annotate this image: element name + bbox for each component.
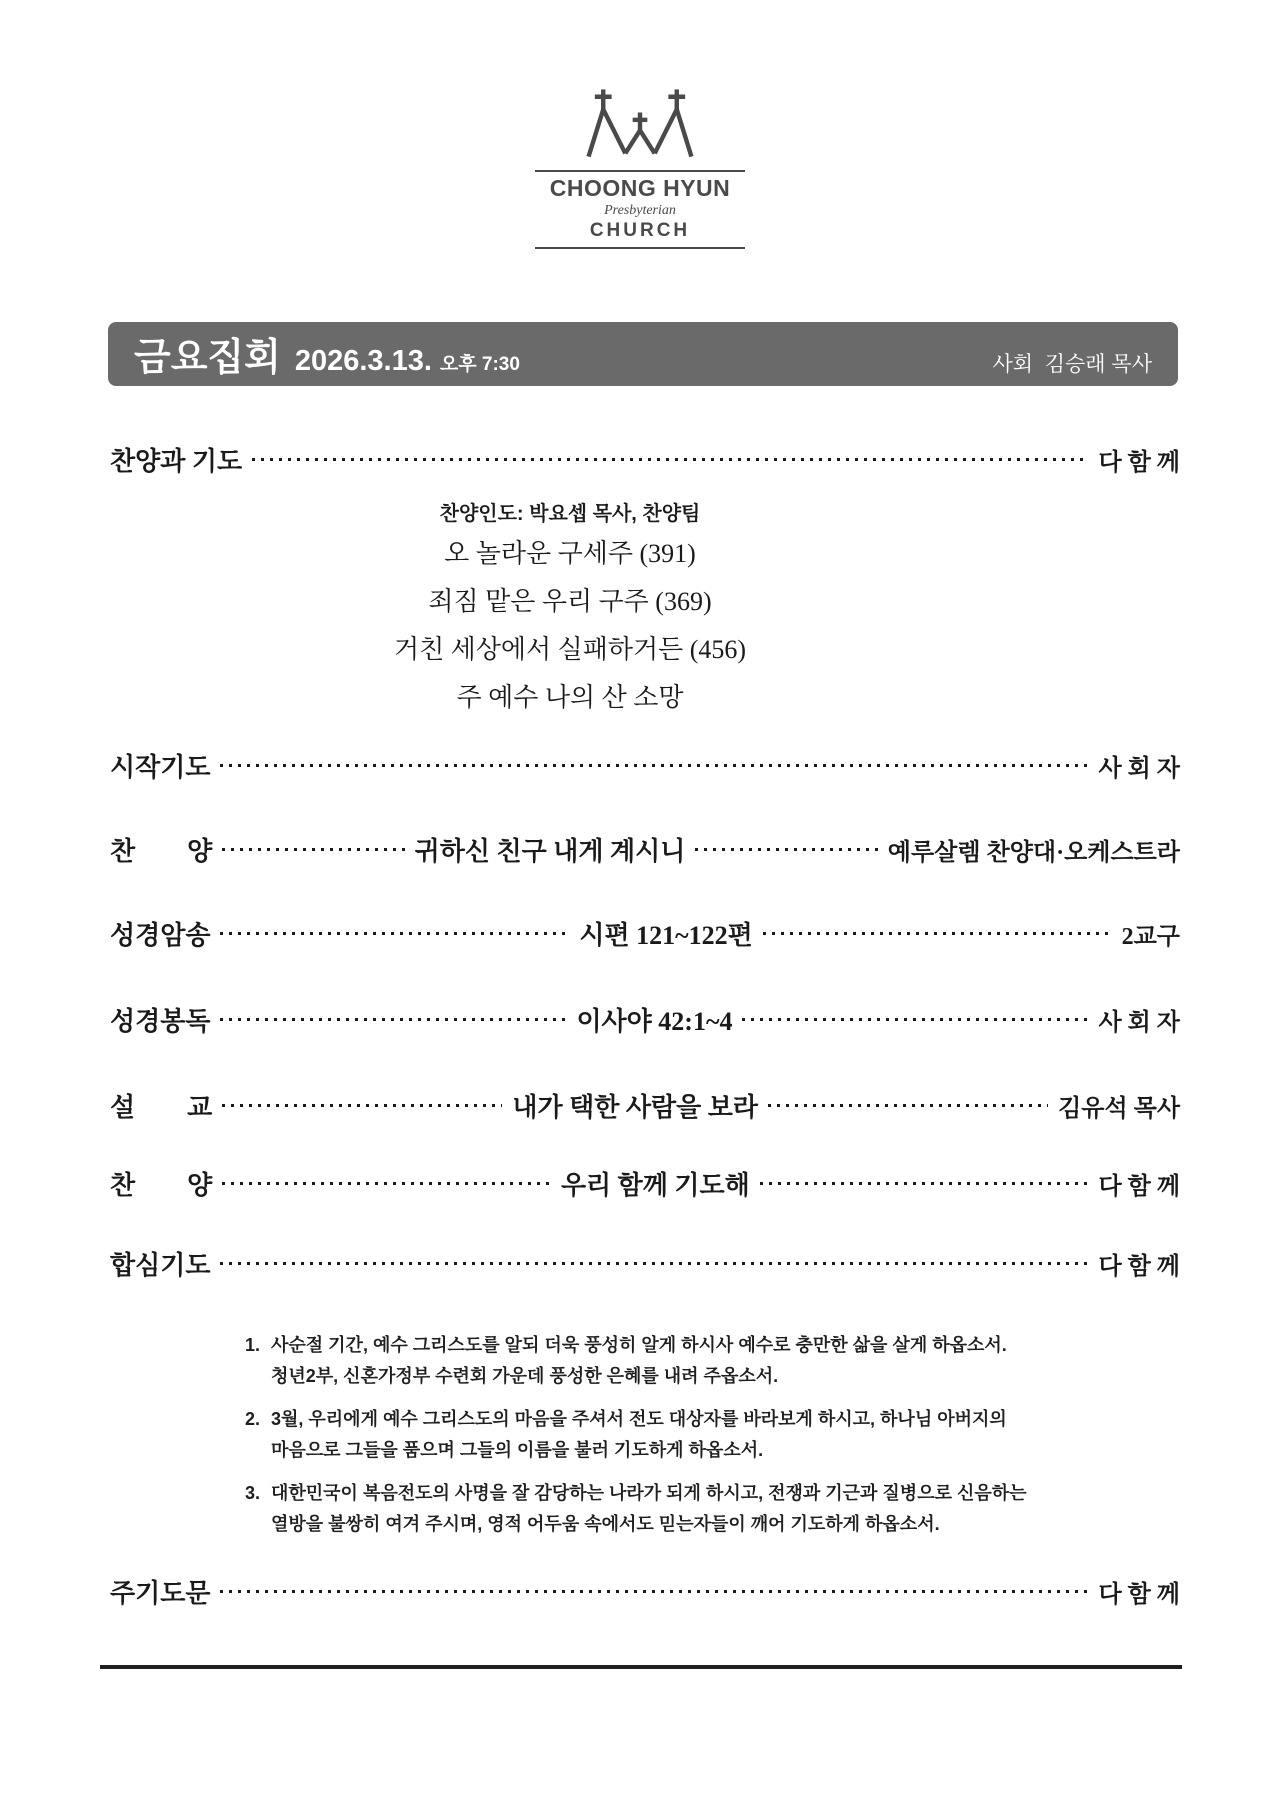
row-sermon-title: 내가 택한 사람을 보라 <box>512 1092 758 1122</box>
row-performer: 사 회 자 <box>1098 1009 1180 1036</box>
topic-line: 마음으로 그들을 품으며 그들의 이름을 불러 기도하게 하옵소서. <box>271 1440 764 1460</box>
song-item: 거친 세상에서 실패하거든 (456) <box>393 635 747 664</box>
row-label: 주기도문 <box>110 1578 211 1608</box>
prayer-topic <box>245 1478 1220 1540</box>
service-title: 금요집회 <box>134 337 281 379</box>
praise-leader-note: 찬양인도: 박요셉 목사, 찬양팀 <box>439 503 701 525</box>
denomination-label: Presbyterian <box>604 203 676 218</box>
dotted-leader <box>222 1104 502 1107</box>
row-performer: 다 함 께 <box>1098 1253 1180 1280</box>
church-logo <box>535 84 745 249</box>
topic-line: 사순절 기간, 예수 그리스도를 알되 더욱 풍성히 알게 하시사 예수로 충만한 삶을 살게 하옵소서. <box>271 1335 1007 1355</box>
topic-line: 3월, 우리에게 예수 그리스도의 마음을 주셔서 전도 대상자를 바라보게 하시고, 하나님 아버지의 <box>271 1409 1007 1429</box>
dotted-leader <box>220 1262 1088 1265</box>
topic-number: 2. <box>245 1409 261 1429</box>
prayer-topic <box>245 1404 1220 1466</box>
service-moderator: 사회 김승래 목사 <box>992 353 1152 376</box>
row-label: 합심기도 <box>110 1250 211 1280</box>
prayer-topic-list <box>245 1330 1220 1552</box>
row-opening-prayer <box>110 746 1180 784</box>
dotted-leader <box>760 1182 1089 1185</box>
dotted-leader <box>220 1018 566 1021</box>
row-performer: 다 함 께 <box>1098 1581 1180 1608</box>
row-praise-and-prayer <box>110 440 1180 478</box>
praise-song-list <box>110 530 1030 722</box>
row-performer: 예루살렘 찬양대·오케스트라 <box>887 839 1180 866</box>
dotted-leader <box>763 932 1112 935</box>
dotted-leader <box>768 1104 1048 1107</box>
row-piece-title: 귀하신 친구 내게 계시니 <box>414 836 686 866</box>
dotted-leader <box>252 458 1088 461</box>
dotted-leader <box>220 1590 1088 1593</box>
dotted-leader <box>222 1182 551 1185</box>
dotted-leader <box>695 848 877 851</box>
row-label: 시작기도 <box>110 752 211 782</box>
row-passage: 이사야 42:1~4 <box>576 1006 733 1036</box>
row-label: 찬양과 기도 <box>110 446 243 476</box>
row-performer: 사 회 자 <box>1098 755 1180 782</box>
row-hymn <box>110 1164 1180 1202</box>
song-item: 주 예수 나의 산 소망 <box>456 683 684 712</box>
row-scripture-recitation <box>110 914 1180 952</box>
row-lords-prayer <box>110 1572 1180 1610</box>
row-label: 성경암송 <box>110 920 211 950</box>
song-item: 죄짐 맡은 우리 구주 (369) <box>428 587 712 616</box>
row-label: 찬 양 <box>110 1170 213 1200</box>
topic-number: 3. <box>245 1483 261 1503</box>
three-crosses-icon <box>577 84 703 162</box>
row-performer: 김유석 목사 <box>1058 1095 1181 1122</box>
row-piece-title: 우리 함께 기도해 <box>560 1170 750 1200</box>
topic-line: 대한민국이 복음전도의 사명을 잘 감당하는 나라가 되게 하시고, 전쟁과 기근과 질병으로 신음하는 <box>271 1483 1027 1503</box>
row-anthem <box>110 830 1180 868</box>
row-sermon <box>110 1086 1180 1124</box>
topic-text <box>271 1478 1027 1540</box>
topic-number: 1. <box>245 1335 261 1355</box>
dotted-leader <box>742 1018 1088 1021</box>
service-title-group <box>134 339 520 377</box>
song-item: 오 놀라운 구세주 (391) <box>444 539 696 568</box>
topic-line: 열방을 불쌍히 여겨 주시며, 영적 어두움 속에서도 믿는자들이 깨어 기도하게 하옵소서. <box>271 1514 940 1534</box>
bottom-divider <box>100 1665 1182 1669</box>
service-date: 2026.3.13. <box>294 345 432 377</box>
row-performer: 2교구 <box>1121 923 1180 950</box>
logo-text-box <box>535 170 745 249</box>
dotted-leader <box>222 848 404 851</box>
row-passage: 시편 121~122편 <box>579 920 753 950</box>
row-united-prayer <box>110 1244 1180 1282</box>
dotted-leader <box>220 932 569 935</box>
topic-line: 청년2부, 신혼가정부 수련회 가운데 풍성한 은혜를 내려 주옵소서. <box>271 1366 779 1386</box>
church-name-en: CHOONG HYUN <box>549 175 731 201</box>
topic-text <box>271 1330 1007 1392</box>
row-label: 성경봉독 <box>110 1006 211 1036</box>
service-time: 오후 7:30 <box>439 354 520 375</box>
row-performer: 다 함 께 <box>1098 449 1180 476</box>
prayer-topic <box>245 1330 1220 1392</box>
church-word: CHURCH <box>589 220 691 241</box>
row-label: 찬 양 <box>110 836 213 866</box>
dotted-leader <box>220 764 1088 767</box>
row-scripture-reading <box>110 1000 1180 1038</box>
row-performer: 다 함 께 <box>1098 1173 1181 1200</box>
topic-text <box>271 1404 1007 1466</box>
service-header-bar <box>108 322 1178 386</box>
row-label: 설 교 <box>110 1092 213 1122</box>
